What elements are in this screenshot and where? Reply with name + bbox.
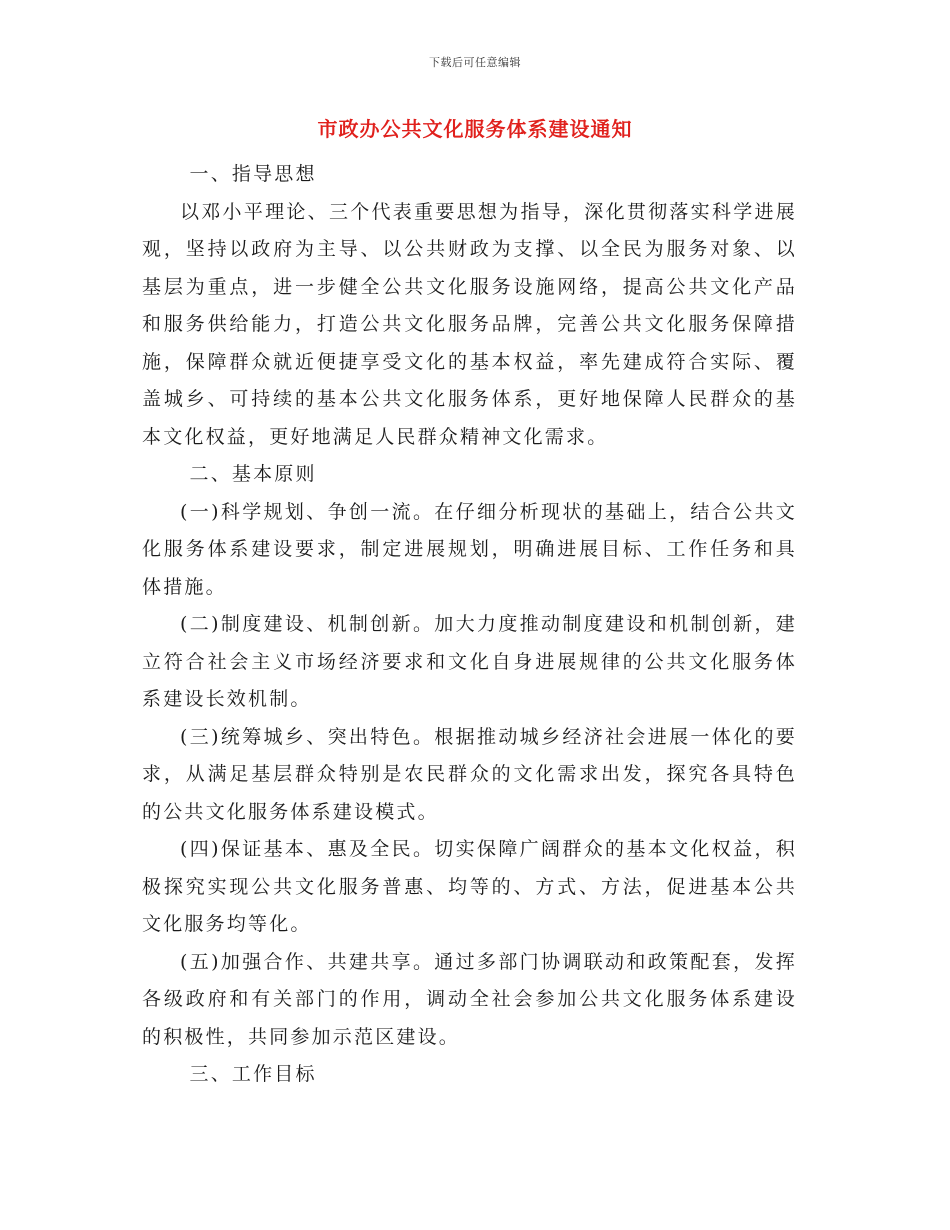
paragraph-principle-5: (五)加强合作、共建共享。通过多部门协调联动和政策配套，发挥各级政府和有关部门的作用，调动全社会参加公共文化服务体系建设的积极性，共同参加示范区建设。 <box>142 950 797 1048</box>
paragraph-principle-1: (一)科学规划、争创一流。在仔细分析现状的基础上，结合公共文化服务体系建设要求，制定进展规划，明确进展目标、工作任务和具体措施。 <box>142 500 797 598</box>
paragraph-guiding-ideology: 以邓小平理论、三个代表重要思想为指导，深化贯彻落实科学进展观，坚持以政府为主导、以公共财政为支撑、以全民为服务对象、以基层为重点，进一步健全公共文化服务设施网络，提高公共文化产品和服务供给能力，打造公共文化服务品牌，完善公共文化服务保障措施，保障群众就近便捷享受文化的基本权益，率先建成符合实际、覆盖城乡、可持续的基本公共文化服务体系，更好地保障人民群众的基本文化权益，更好地满足人民群众精神文化需求。 <box>142 200 797 448</box>
section-heading-guiding-ideology: 一、指导思想 <box>189 163 317 185</box>
paragraph-principle-2: (二)制度建设、机制创新。加大力度推动制度建设和机制创新，建立符合社会主义市场经济要求和文化自身进展规律的公共文化服务体系建设长效机制。 <box>142 613 797 710</box>
section-heading-basic-principles: 二、基本原则 <box>189 463 317 485</box>
paragraph-principle-3: (三)统筹城乡、突出特色。根据推动城乡经济社会进展一体化的要求，从满足基层群众特别是农民群众的文化需求出发，探究各具特色的公共文化服务体系建设模式。 <box>142 725 797 823</box>
document-body <box>142 156 797 1094</box>
paragraph-principle-4: (四)保证基本、惠及全民。切实保障广阔群众的基本文化权益，积极探究实现公共文化服务普惠、均等的、方式、方法，促进基本公共文化服务均等化。 <box>142 838 797 935</box>
section-heading-work-goals: 三、工作目标 <box>189 1063 317 1085</box>
document-title: 市政办公共文化服务体系建设通知 <box>317 117 633 141</box>
header-note: 下载后可任意编辑 <box>429 56 521 69</box>
